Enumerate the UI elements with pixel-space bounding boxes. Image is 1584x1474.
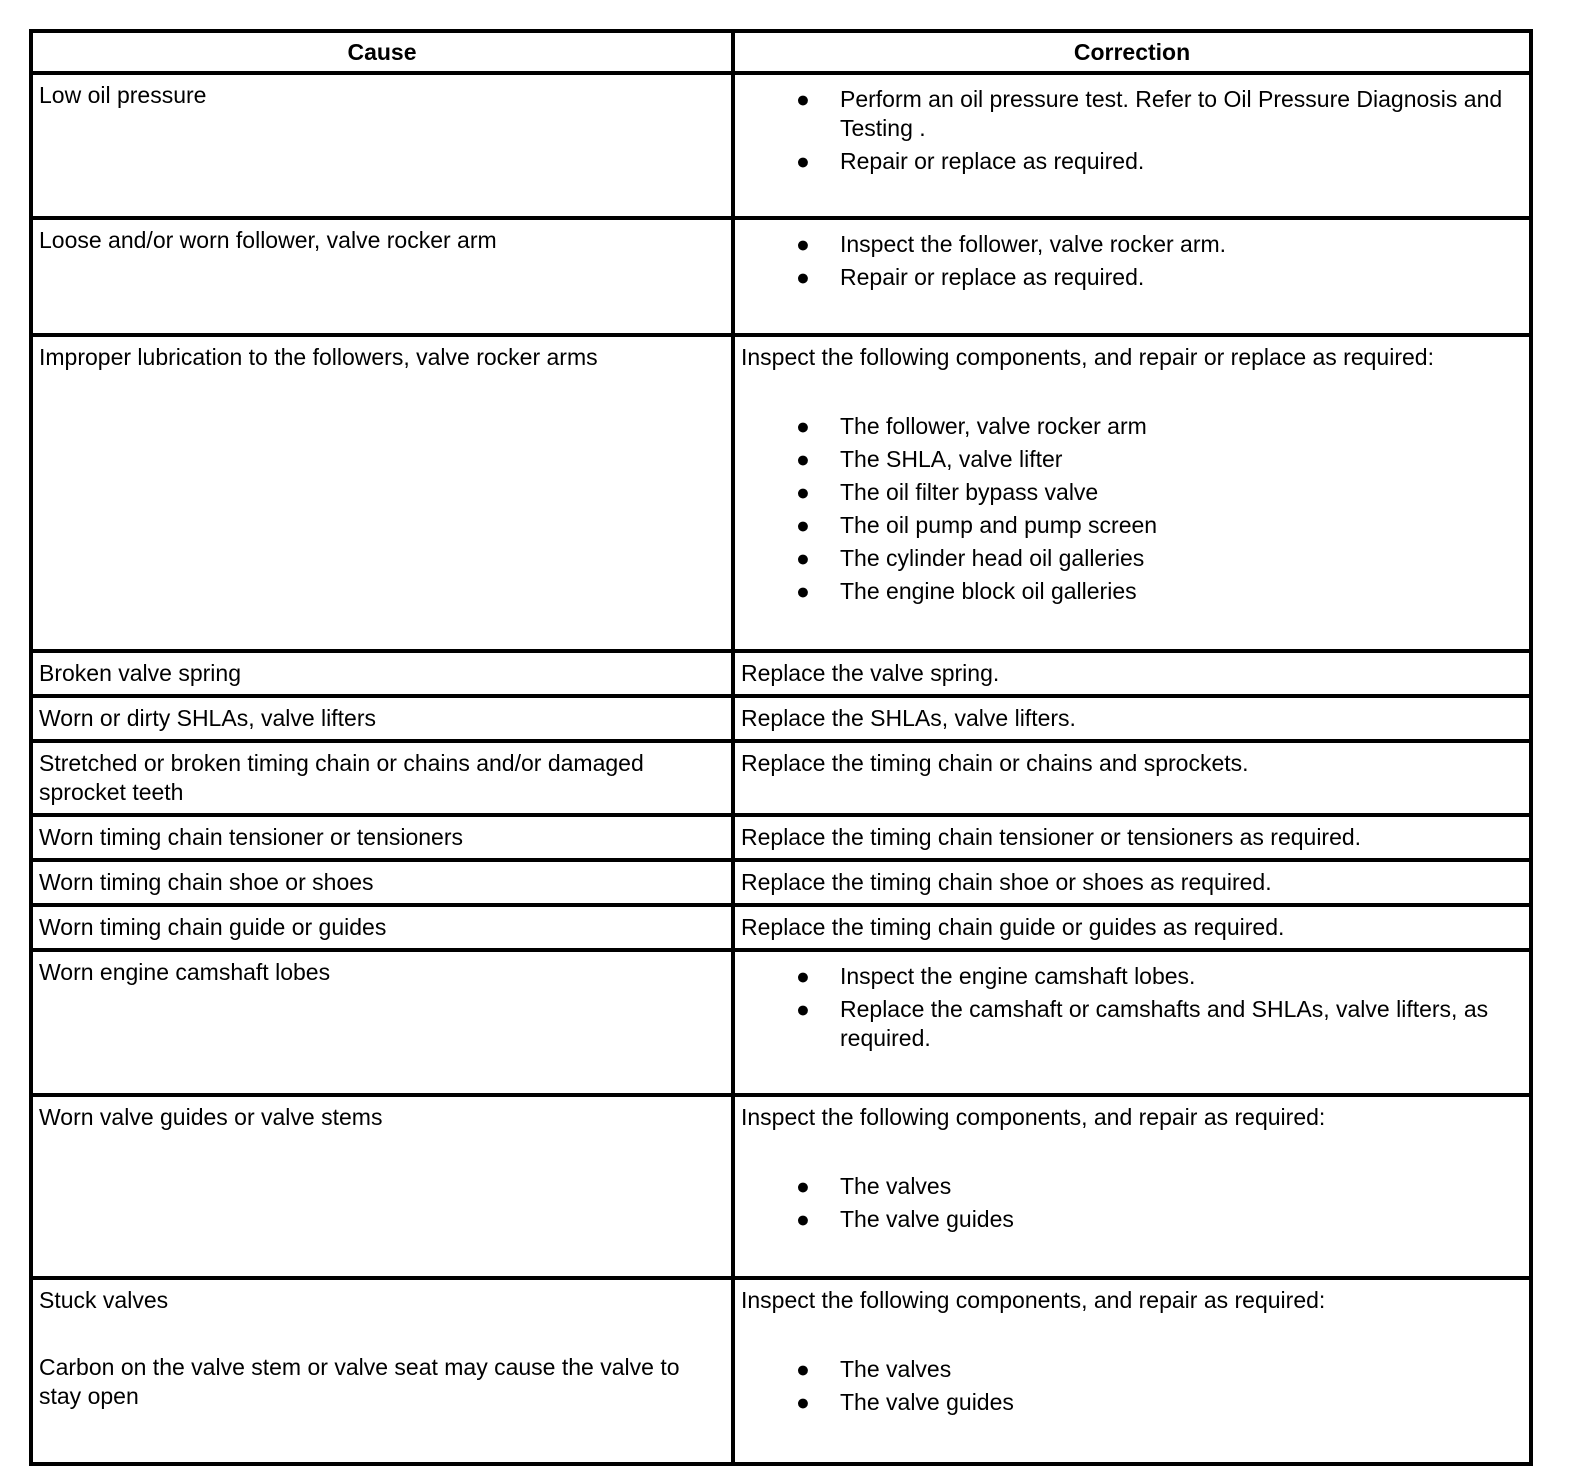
table-row (31, 860, 1531, 905)
table-row (31, 1095, 1531, 1278)
bullet-dot-icon: ● (796, 1356, 810, 1382)
cause-text: Loose and/or worn follower, valve rocker arm (39, 227, 497, 253)
list-item: ● Perform an oil pressure test. Refer to Oil Pressure Diagnosis and Testing . (796, 86, 1503, 141)
cause-header: Cause (31, 31, 733, 73)
correction-list (741, 1355, 1523, 1417)
correction-intro: Inspect the following components, and repair as required: (741, 1287, 1326, 1313)
bullet-dot-icon: ● (796, 578, 810, 604)
correction-cell (733, 1095, 1531, 1278)
correction-cell (733, 905, 1531, 950)
correction-text: Replace the SHLAs, valve lifters. (741, 705, 1076, 731)
bullet-dot-icon: ● (796, 413, 810, 439)
diagnostic-table (29, 29, 1533, 1466)
cause-cell (31, 1095, 733, 1278)
correction-cell (733, 741, 1531, 815)
cause-cell (31, 815, 733, 860)
correction-list (741, 412, 1523, 606)
bullet-dot-icon: ● (796, 264, 810, 290)
bullet-dot-icon: ● (796, 231, 810, 257)
cause-cell (31, 651, 733, 696)
correction-cell (733, 860, 1531, 905)
cause-cell (31, 218, 733, 335)
table-row (31, 815, 1531, 860)
cause-text: Low oil pressure (39, 82, 207, 108)
header-row (31, 31, 1531, 73)
correction-intro: Inspect the following components, and repair as required: (741, 1104, 1326, 1130)
correction-cell (733, 696, 1531, 741)
list-item: ● The oil pump and pump screen (796, 512, 1158, 538)
correction-list (741, 85, 1523, 176)
cause-cell (31, 860, 733, 905)
list-item: ● The valves (796, 1356, 952, 1382)
cause-text: Worn timing chain guide or guides (39, 914, 387, 940)
bullet-dot-icon: ● (796, 996, 810, 1022)
table-row (31, 950, 1531, 1095)
cause-text: Stuck valves (39, 1287, 169, 1313)
cause-text: Stretched or broken timing chain or chains and/or damaged sprocket teeth (39, 750, 644, 805)
bullet-dot-icon: ● (796, 545, 810, 571)
list-item: ● Repair or replace as required. (796, 148, 1145, 174)
cause-cell (31, 73, 733, 218)
bullet-dot-icon: ● (796, 479, 810, 505)
list-item: ● The follower, valve rocker arm (796, 413, 1147, 439)
correction-header: Correction (733, 31, 1531, 73)
correction-list (741, 230, 1523, 292)
bullet-dot-icon: ● (796, 1389, 810, 1415)
bullet-dot-icon: ● (796, 963, 810, 989)
table-row (31, 905, 1531, 950)
bullet-dot-icon: ● (796, 1206, 810, 1232)
table-row (31, 696, 1531, 741)
cause-cell (31, 950, 733, 1095)
correction-list (741, 1172, 1523, 1234)
cause-text: Worn timing chain tensioner or tensioners (39, 824, 464, 850)
correction-cell (733, 218, 1531, 335)
cause-cell (31, 1278, 733, 1464)
table-row (31, 335, 1531, 651)
cause-note: Carbon on the valve stem or valve seat may cause the valve to stay open (39, 1354, 680, 1409)
correction-text: Replace the timing chain or chains and sprockets. (741, 750, 1249, 776)
cause-cell (31, 335, 733, 651)
bullet-dot-icon: ● (796, 446, 810, 472)
cause-cell (31, 741, 733, 815)
correction-list (741, 962, 1523, 1053)
bullet-dot-icon: ● (796, 512, 810, 538)
correction-text: Replace the timing chain guide or guides as required. (741, 914, 1285, 940)
cause-text: Worn engine camshaft lobes (39, 959, 331, 985)
bullet-dot-icon: ● (796, 148, 810, 174)
cause-text: Broken valve spring (39, 660, 241, 686)
correction-cell (733, 73, 1531, 218)
table-row (31, 741, 1531, 815)
list-item: ● Inspect the engine camshaft lobes. (796, 963, 1196, 989)
correction-text: Replace the valve spring. (741, 660, 1000, 686)
list-item: ● Repair or replace as required. (796, 264, 1145, 290)
table-row (31, 218, 1531, 335)
cause-text: Worn timing chain shoe or shoes (39, 869, 374, 895)
correction-cell (733, 815, 1531, 860)
list-item: ● The cylinder head oil galleries (796, 545, 1145, 571)
list-item: ● The oil filter bypass valve (796, 479, 1099, 505)
list-item: ● Replace the camshaft or camshafts and SHLAs, valve lifters, as required. (796, 996, 1489, 1051)
bullet-dot-icon: ● (796, 1173, 810, 1199)
correction-cell (733, 950, 1531, 1095)
correction-cell (733, 335, 1531, 651)
list-item: ● The engine block oil galleries (796, 578, 1137, 604)
list-item: ● The SHLA, valve lifter (796, 446, 1063, 472)
cause-text: Worn or dirty SHLAs, valve lifters (39, 705, 377, 731)
cause-text: Worn valve guides or valve stems (39, 1104, 383, 1130)
cause-text: Improper lubrication to the followers, valve rocker arms (39, 344, 598, 370)
list-item: ● The valves (796, 1173, 952, 1199)
bullet-dot-icon: ● (796, 86, 810, 112)
list-item: ● Inspect the follower, valve rocker arm. (796, 231, 1227, 257)
correction-text: Replace the timing chain tensioner or tensioners as required. (741, 824, 1362, 850)
correction-intro: Inspect the following components, and repair or replace as required: (741, 344, 1434, 370)
list-item: ● The valve guides (796, 1389, 1014, 1415)
correction-text: Replace the timing chain shoe or shoes as required. (741, 869, 1272, 895)
table-row (31, 73, 1531, 218)
table-row (31, 1278, 1531, 1464)
table-row (31, 651, 1531, 696)
list-item: ● The valve guides (796, 1206, 1014, 1232)
correction-cell (733, 1278, 1531, 1464)
cause-cell (31, 905, 733, 950)
correction-cell (733, 651, 1531, 696)
cause-cell (31, 696, 733, 741)
